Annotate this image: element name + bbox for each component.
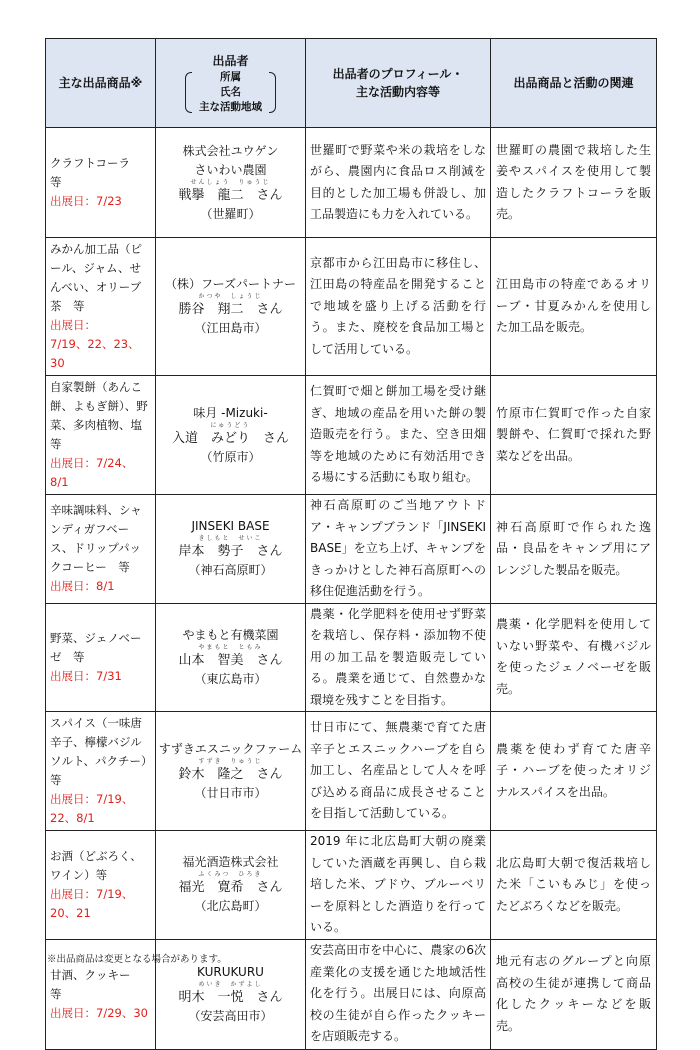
name-ruby: やまもと ともみ (198, 643, 263, 651)
profile-cell: 2019 年に北広島町大朝の廃業していた酒蔵を再興し、自ら栽培した米、ブドウ、ブルーベリーを原料とした酒造りを行っている。 (306, 831, 491, 940)
header-profile-line2: 主な活動内容等 (355, 85, 440, 99)
header-exhibitor-name: 氏名 (220, 85, 241, 98)
exhibit-date: 出展日：7/19、20、21 (50, 886, 134, 920)
relation-cell: 地元有志のグループと向原高校の生徒が連携して商品化したクッキーなどを販売。 (491, 939, 657, 1049)
exhibitor-area: （廿日市市） (194, 785, 267, 800)
product-text: お酒（どぶろく、ワイン）等 (50, 848, 142, 882)
exhibitor-name: 鈴木 隆之 さん (178, 766, 283, 782)
product-cell (46, 712, 156, 831)
product-text: 甘酒、クッキー 等 (50, 967, 142, 1001)
product-cell (46, 238, 156, 376)
exhibitor-cell (156, 238, 306, 376)
profile-cell: 京都市から江田島市に移住し、江田島の特産品を開発することで地域を盛り上げる活動を行う。また、廃校を食品加工場として活用している。 (306, 238, 491, 376)
relation-cell: 世羅町の農園で栽培した生姜やスパイスを使用して製造したクラフトコーラを販売。 (491, 128, 657, 238)
exhibitor-area: （北広島町） (194, 899, 267, 914)
exhibitor-cell (156, 495, 306, 604)
exhibitor-cell (156, 376, 306, 495)
name-ruby: かつや しょうじ (198, 293, 263, 300)
product-text: 自家製餅（あんこ餅、よもぎ餅）、野菜、多肉植物、塩 等 (50, 380, 154, 451)
exhibit-date: 出展日：7/24、8/1 (50, 456, 134, 489)
exhibit-date: 出展日：7/29、30 (50, 1005, 148, 1020)
product-text: 辛味調味料、シャンディガフベース、ドリップパックコーヒー 等 (50, 503, 142, 575)
profile-cell: 仁賀町で畑と餅加工場を受け継ぎ、地域の産品を用いた餅の製造販売を行う。また、空き田畑等を地域のために有効活用できる場にする活動にも取り組む。 (306, 376, 491, 495)
relation-cell: 農薬・化学肥料を使用していない野菜や、有機バジルを使ったジェノベーゼを販売。 (491, 603, 657, 712)
exhibitor-org: やまもと有機菜園 (182, 627, 279, 642)
exhibitor-area: （世羅町） (200, 206, 261, 221)
profile-cell: 廿日市にて、無農薬で育てた唐辛子とエスニックハーブを自ら加工し、名産品として人々を呼び込める商品に成長させることを目指して活動している。 (306, 712, 491, 831)
exhibitor-area: （竹原市） (200, 449, 261, 464)
product-cell (46, 495, 156, 604)
relation-cell: 竹原市仁賀町で作った自家製餅や、仁賀町で採れた野菜などを出品。 (491, 376, 657, 495)
relation-cell: 江田島市の特産であるオリーブ・甘夏みかんを使用した加工品を販売。 (491, 238, 657, 376)
name-ruby: すずき りゅうじ (198, 757, 263, 765)
exhibitor-org: 味月 -Mizuki- (193, 405, 268, 420)
exhibitor-area: （神石高原町） (188, 563, 273, 578)
table-row (46, 376, 657, 495)
header-exhibitor-bracket (185, 70, 276, 115)
exhibitor-area: （安芸高田市） (188, 1008, 273, 1023)
header-exhibitor-affiliation: 所属 (220, 70, 241, 83)
exhibitor-org: KURUKURU (197, 964, 264, 979)
name-ruby: せんしょう りゅうじ (190, 178, 271, 186)
exhibitor-cell (156, 603, 306, 712)
exhibitor-name: 戦擧 龍二 さん (178, 187, 283, 203)
exhibitor-org: 福光酒造株式会社 (182, 855, 279, 870)
profile-cell: 安芸高田市を中心に、農家の6次産業化の支援を通じた地域活性化を行う。出展日には、向原高校の生徒が自ら作ったクッキーを店頭販売する。 (306, 939, 491, 1049)
exhibitor-name: 山本 智美 さん (178, 652, 283, 668)
product-cell (46, 376, 156, 495)
table-row (46, 603, 657, 712)
exhibit-date: 出展日：7/31 (50, 668, 122, 683)
product-text: みかん加工品（ピール、ジャム、せんべい、オリーブ茶 等 (50, 242, 142, 313)
name-ruby: ふくみつ ひろき (198, 871, 263, 879)
exhibit-date: 出展日：7/19、22、8/1 (50, 792, 134, 825)
product-text: クラフトコーラ 等 (50, 156, 142, 189)
header-profile (306, 39, 491, 128)
exhibitor-cell (156, 831, 306, 940)
exhibitor-org: JINSEKI BASE (191, 519, 270, 534)
exhibitor-name: 岸本 勢子 さん (178, 544, 283, 560)
profile-cell: 世羅町で野菜や米の栽培をしながら、農園内に食品ロス削減を目的とした加工場も併設し、加工品製造にも力を入れている。 (306, 128, 491, 238)
name-ruby: にゅうどう (210, 421, 251, 429)
name-ruby: めいき かずよし (198, 980, 263, 988)
profile-cell: 神石高原町のご当地アウトドア・キャンプブランド「JINSEKI BASE」を立ち上げ、キャンプをきっかけとした神石高原町への移住促進活動を行う。 (306, 495, 491, 604)
exhibitor-name: 福光 寛希 さん (178, 880, 283, 896)
exhibitor-name: 勝谷 翔二 さん (178, 302, 283, 317)
exhibit-date: 7/19、22、23、30 (50, 337, 140, 370)
exhibitor-name: 明木 一悦 さん (178, 989, 283, 1005)
exhibitor-area: （東広島市） (194, 671, 267, 686)
exhibitor-table (45, 38, 657, 1050)
exhibit-date: 出展日：8/1 (50, 579, 115, 594)
header-row (46, 39, 657, 128)
exhibit-date: 出展日： (50, 318, 96, 332)
exhibitor-org: （株）フーズパートナー (164, 277, 297, 291)
product-text: 野菜、ジェノベーゼ 等 (50, 630, 142, 664)
exhibitor-cell (156, 128, 306, 238)
table-row (46, 238, 657, 376)
header-exhibitor (156, 39, 306, 128)
header-exhibitor-title: 出品者 (212, 53, 249, 68)
header-profile-line1: 出品者のプロフィール・ (332, 67, 464, 81)
header-products: 主な出品商品※ (46, 39, 156, 128)
exhibitor-org2: さいわい農園 (194, 162, 267, 177)
table-row (46, 712, 657, 831)
name-ruby: きしもと せいこ (198, 535, 263, 543)
header-relation: 出品商品と活動の関連 (491, 39, 657, 128)
product-cell (46, 603, 156, 712)
product-text: スパイス（一味唐辛子、檸檬バジルソルト、パクチー）等 (50, 716, 147, 787)
relation-cell: 神石高原町で作られた逸品・良品をキャンプ用にアレンジした製品を販売。 (491, 495, 657, 604)
profile-cell: 農薬・化学肥料を使用せず野菜を栽培し、保存料・添加物不使用の加工品を製造販売している。農業を通じて、自然豊かな環境を残すことを目指す。 (306, 603, 491, 712)
table-row (46, 128, 657, 238)
table-row (46, 495, 657, 604)
header-exhibitor-area: 主な活動地域 (199, 100, 262, 113)
exhibitor-org: すずきエスニックファーム (158, 741, 303, 756)
table-row (46, 831, 657, 940)
product-cell (46, 831, 156, 940)
footnote: ※出品商品は変更となる場合があります。 (47, 954, 227, 965)
exhibitor-name: 入道 みどり さん (171, 430, 289, 446)
relation-cell: 北広島町大朝で復活栽培した米「こいもみじ」を使ったどぶろくなどを販売。 (491, 831, 657, 940)
exhibitor-area: （江田島市） (194, 321, 267, 335)
exhibit-date: 出展日：7/23 (50, 194, 122, 208)
exhibitor-cell (156, 712, 306, 831)
exhibitor-org: 株式会社ユウゲン (182, 143, 279, 158)
relation-cell: 農薬を使わず育てた唐辛子・ハーブを使ったオリジナルスパイスを出品。 (491, 712, 657, 831)
product-cell (46, 128, 156, 238)
